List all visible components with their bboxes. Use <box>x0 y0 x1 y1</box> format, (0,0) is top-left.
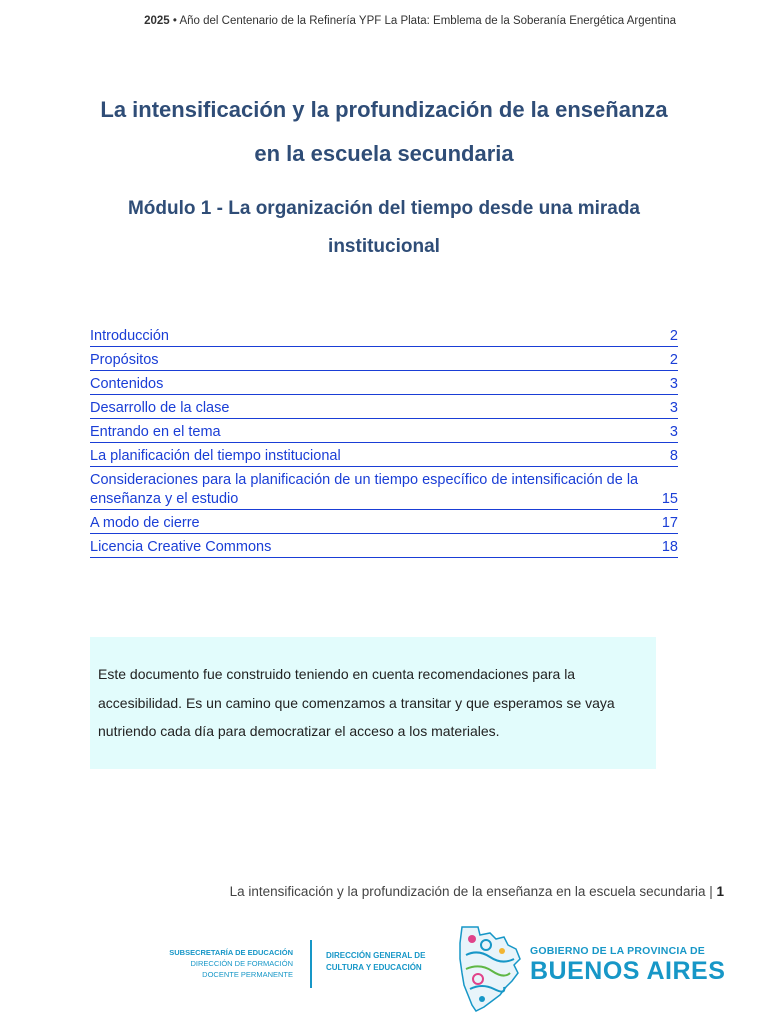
toc-item-entrando[interactable] <box>90 423 678 443</box>
buenos-aires-label: BUENOS AIRES <box>530 957 726 985</box>
document-title <box>60 88 708 176</box>
header-note <box>144 15 676 27</box>
module-subtitle-line-2: institucional <box>328 236 440 257</box>
toc-item-title: La planificación del tiempo institucional <box>90 448 341 464</box>
toc-item-cierre[interactable] <box>90 514 678 534</box>
module-subtitle-line-1: Módulo 1 - La organización del tiempo desde una mirada <box>127 198 641 219</box>
toc-item-page: 3 <box>669 424 678 440</box>
toc-item-title: Desarrollo de la clase <box>90 400 230 416</box>
toc-item-title: Contenidos <box>90 376 164 392</box>
toc-item-title: Introducción <box>90 328 169 344</box>
gobierno-logo <box>530 945 725 985</box>
toc-item-title: Licencia Creative Commons <box>90 539 272 555</box>
logo-divider <box>310 940 312 988</box>
toc-item-consideraciones[interactable] <box>90 471 678 510</box>
accessibility-notice <box>90 637 656 769</box>
toc-item-propositos[interactable] <box>90 351 678 371</box>
page-footer <box>230 884 724 899</box>
province-map-icon <box>456 925 526 1015</box>
document-title-line-2: en la escuela secundaria <box>254 141 514 166</box>
document-title-line-1: La intensificación y la profundización de la enseñanza <box>100 97 668 122</box>
direccion-general-line-2: CULTURA Y EDUCACIÓN <box>326 963 422 972</box>
footer-title: La intensificación y la profundización de la enseñanza en la escuela secundaria | <box>229 884 713 899</box>
subsecretaria-label: SUBSECRETARÍA DE EDUCACIÓN <box>169 948 293 957</box>
direccion-general-line-1: DIRECCIÓN GENERAL DE <box>326 951 426 960</box>
toc-item-page: 8 <box>669 448 678 464</box>
toc-item-title: Propósitos <box>90 352 159 368</box>
header-year: 2025 <box>144 15 170 27</box>
toc-item-title: Entrando en el tema <box>90 424 221 440</box>
page-number: 1 <box>716 884 724 899</box>
toc-item-title: A modo de cierre <box>90 515 200 531</box>
accessibility-notice-text: Este documento fue construido teniendo en cuenta recomendaciones para la accesibilidad. Es un camino que comenzamos a transitar y que esperamos se vaya nutriendo cada día para democratizar el acceso a los materiales. <box>98 666 615 739</box>
direccion-formacion-line-1: DIRECCIÓN DE FORMACIÓN <box>190 959 293 968</box>
header-note-text: • Año del Centenario de la Refinería YPF La Plata: Emblema de la Soberanía Energética Argentina <box>169 15 676 27</box>
table-of-contents <box>90 327 678 562</box>
toc-item-desarrollo[interactable] <box>90 399 678 419</box>
toc-item-page: 18 <box>661 539 678 555</box>
toc-item-page: 2 <box>669 328 678 344</box>
gobierno-label: GOBIERNO DE LA PROVINCIA DE <box>530 945 705 957</box>
toc-item-title: Consideraciones para la planificación de un tiempo específico de intensificación de la enseñanza y el estudio <box>90 472 639 507</box>
toc-item-planificacion[interactable] <box>90 447 678 467</box>
direccion-formacion-line-2: DOCENTE PERMANENTE <box>202 970 293 979</box>
toc-item-page: 17 <box>661 515 678 531</box>
toc-item-contenidos[interactable] <box>90 375 678 395</box>
toc-item-page: 15 <box>661 491 678 507</box>
toc-item-licencia[interactable] <box>90 538 678 558</box>
footer-logos <box>0 925 768 1015</box>
toc-item-page: 3 <box>669 400 678 416</box>
module-subtitle <box>80 190 688 266</box>
toc-item-page: 3 <box>669 376 678 392</box>
subsecretaria-logo <box>169 947 293 980</box>
direccion-general-logo <box>326 950 425 974</box>
toc-item-page: 2 <box>669 352 678 368</box>
toc-item-introduccion[interactable] <box>90 327 678 347</box>
